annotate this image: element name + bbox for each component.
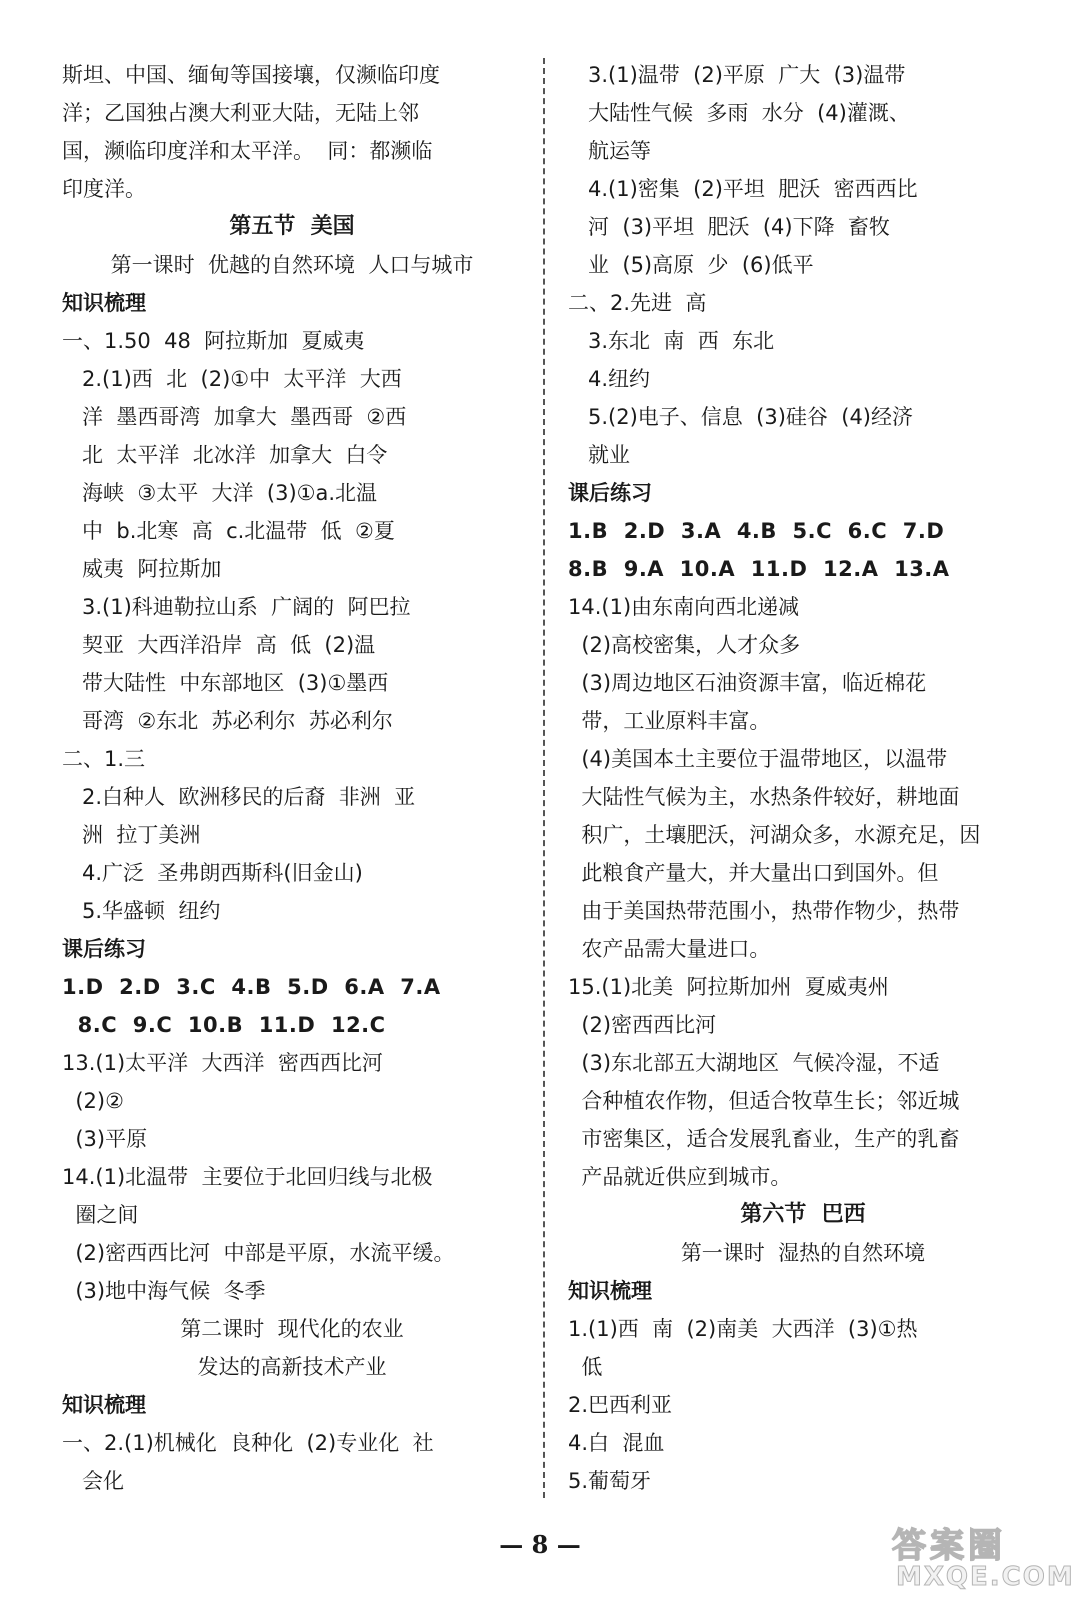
left-text-line: (2)② [62, 1089, 124, 1113]
right-text-line: 市密集区，适合发展乳畜业，生产的乳畜 [568, 1127, 960, 1151]
right-subsection-heading: 知识梳理 [568, 1279, 652, 1303]
left-text-line: 斯坦、中国、缅甸等国接壤，仅濒临印度 [62, 63, 440, 87]
watermark-top-text: 答案圈 [892, 1526, 1006, 1566]
right-text-line: 4.(1)密集 (2)平坦 肥沃 密西西比 [568, 177, 918, 201]
right-text-line: 航运等 [568, 139, 652, 163]
right-text-line: 2.巴西利亚 [568, 1393, 673, 1417]
left-text-line: (2)密西西比河 中部是平原，水流平缓。 [62, 1241, 455, 1265]
right-text-line: 5.(2)电子、信息 (3)硅谷 (4)经济 [568, 405, 914, 429]
right-text-line: 业 (5)高原 少 (6)低平 [568, 253, 814, 277]
left-section-heading: 第五节 美国 [229, 214, 355, 239]
right-text-line: 4.白 混血 [568, 1431, 665, 1455]
left-text-line: 威夷 阿拉斯加 [62, 557, 222, 581]
right-text-line: 大陆性气候 多雨 水分 (4)灌溉、 [568, 101, 910, 125]
left-text-line: (3)平原 [62, 1127, 148, 1151]
right-answer-key-line: 8.B 9.A 10.A 11.D 12.A 13.A [568, 557, 950, 581]
left-text-line: 海峡 ③太平 大洋 (3)①a.北温 [62, 481, 378, 505]
left-text-line: 一、2.(1)机械化 良种化 (2)专业化 社 [62, 1431, 434, 1455]
page-number: — 8 — [499, 1530, 581, 1559]
right-subsection-heading: 课后练习 [568, 481, 652, 505]
right-text-line: 14.(1)由东南向西北递减 [568, 595, 800, 619]
left-answer-key-line: 1.D 2.D 3.C 4.B 5.D 6.A 7.A [62, 975, 441, 999]
left-text-line: 国，濒临印度洋和太平洋。 同：都濒临 [62, 139, 433, 163]
right-text-line: 积广，土壤肥沃，河湖众多，水源充足，因 [568, 823, 981, 847]
right-text-line: 农产品需大量进口。 [568, 937, 771, 961]
right-lesson-heading: 第一课时 湿热的自然环境 [680, 1241, 926, 1265]
left-text-line: 5.华盛顿 纽约 [62, 899, 221, 923]
left-text-line: 14.(1)北温带 主要位于北回归线与北极 [62, 1165, 433, 1189]
right-text-line: 此粮食产量大，并大量出口到国外。但 [568, 861, 939, 885]
right-text-line: 带，工业原料丰富。 [568, 709, 771, 733]
right-text-line: (4)美国本土主要位于温带地区，以温带 [568, 747, 948, 771]
left-text-line: 会化 [62, 1469, 125, 1493]
right-column [568, 56, 1038, 1500]
right-answer-key-line: 1.B 2.D 3.A 4.B 5.C 6.C 7.D [568, 519, 945, 543]
left-subsection-heading: 知识梳理 [62, 1393, 146, 1417]
left-text-line: 13.(1)太平洋 大西洋 密西西比河 [62, 1051, 383, 1075]
watermark-logo [882, 1518, 1075, 1596]
right-text-line: 3.东北 南 西 东北 [568, 329, 775, 353]
right-text-line: (2)密西西比河 [568, 1013, 717, 1037]
left-text-line: 4.广泛 圣弗朗西斯科(旧金山) [62, 861, 363, 885]
right-text-line: 3.(1)温带 (2)平原 广大 (3)温带 [568, 63, 906, 87]
right-text-line: 5.葡萄牙 [568, 1469, 652, 1493]
right-text-line: 1.(1)西 南 (2)南美 大西洋 (3)①热 [568, 1317, 918, 1341]
right-text-line: 由于美国热带范围小，热带作物少，热带 [568, 899, 960, 923]
left-text-line: (3)地中海气候 冬季 [62, 1279, 266, 1303]
left-text-line: 印度洋。 [62, 177, 146, 201]
right-text-line: (3)东北部五大湖地区 气候冷湿，不适 [568, 1051, 940, 1075]
left-text-line: 3.(1)科迪勒拉山系 广阔的 阿巴拉 [62, 595, 411, 619]
right-text-line: 二、2.先进 高 [568, 291, 707, 315]
left-subsection-heading: 知识梳理 [62, 291, 146, 315]
right-text-line: 就业 [568, 443, 631, 467]
column-divider [543, 58, 545, 1498]
right-section-heading: 第六节 巴西 [740, 1202, 866, 1227]
right-text-line: 合种植农作物，但适合牧草生长；邻近城 [568, 1089, 960, 1113]
left-subsection-heading: 课后练习 [62, 937, 146, 961]
left-answer-key-line: 8.C 9.C 10.B 11.D 12.C [62, 1013, 386, 1037]
left-text-line: 哥湾 ②东北 苏必利尔 苏必利尔 [62, 709, 393, 733]
right-text-line: 河 (3)平坦 肥沃 (4)下降 畜牧 [568, 215, 890, 239]
left-column [62, 56, 522, 1500]
right-text-line: 大陆性气候为主，水热条件较好，耕地面 [568, 785, 960, 809]
left-text-line: 洋；乙国独占澳大利亚大陆，无陆上邻 [62, 101, 419, 125]
left-text-line: 2.白种人 欧洲移民的后裔 非洲 亚 [62, 785, 416, 809]
left-lesson-heading: 第一课时 优越的自然环境 人口与城市 [110, 253, 474, 277]
left-text-line: 洲 拉丁美洲 [62, 823, 201, 847]
left-text-line: 二、1.三 [62, 747, 146, 771]
right-text-line: (2)高校密集，人才众多 [568, 633, 801, 657]
left-text-line: 带大陆性 中东部地区 (3)①墨西 [62, 671, 389, 695]
left-lesson-heading: 第二课时 现代化的农业 [180, 1317, 404, 1341]
right-text-line: (3)周边地区石油资源丰富，临近棉花 [568, 671, 927, 695]
left-text-line: 契亚 大西洋沿岸 高 低 (2)温 [62, 633, 376, 657]
left-lesson-heading: 发达的高新技术产业 [197, 1355, 387, 1379]
right-text-line: 4.纽约 [568, 367, 651, 391]
right-text-line: 15.(1)北美 阿拉斯加州 夏威夷州 [568, 975, 889, 999]
watermark-bottom-text: MXQE.COM [896, 1562, 1075, 1592]
left-text-line: 北 太平洋 北冰洋 加拿大 白令 [62, 443, 388, 467]
right-text-line: 产品就近供应到城市。 [568, 1165, 792, 1189]
left-text-line: 洋 墨西哥湾 加拿大 墨西哥 ②西 [62, 405, 407, 429]
left-text-line: 一、1.50 48 阿拉斯加 夏威夷 [62, 329, 365, 353]
right-text-line: 低 [568, 1355, 603, 1379]
left-text-line: 中 b.北寒 高 c.北温带 低 ②夏 [62, 519, 395, 543]
left-text-line: 圈之间 [62, 1203, 139, 1227]
left-text-line: 2.(1)西 北 (2)①中 太平洋 大西 [62, 367, 402, 391]
